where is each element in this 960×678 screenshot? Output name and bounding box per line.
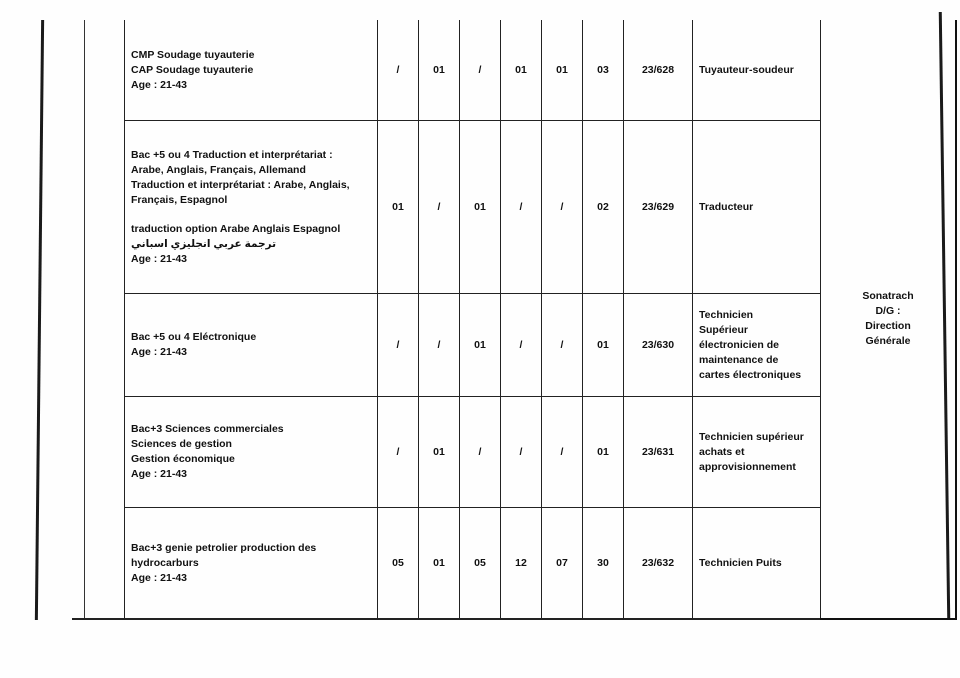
requirements-cell bbox=[125, 20, 378, 121]
requirement-text: Sciences de gestion bbox=[131, 438, 232, 450]
count-cell: / bbox=[501, 294, 542, 397]
count-cell: / bbox=[542, 294, 583, 397]
count-cell: 01 bbox=[419, 20, 460, 121]
count-cell: / bbox=[419, 294, 460, 397]
requirement-text-arabic: ترجمة عربي انجليزي اسباني bbox=[131, 237, 277, 250]
left-inner-border bbox=[84, 20, 85, 618]
job-title-text: Technicien supérieur bbox=[699, 430, 804, 443]
requirement-text: Bac +5 ou 4 Traduction et interprétariat : bbox=[131, 148, 333, 161]
count-cell: 01 bbox=[460, 121, 501, 294]
count-cell: / bbox=[542, 121, 583, 294]
count-cell: / bbox=[542, 397, 583, 508]
count-cell: 07 bbox=[542, 508, 583, 620]
job-title-cell bbox=[693, 294, 821, 397]
count-cell: 01 bbox=[542, 20, 583, 121]
count-cell: 01 bbox=[501, 20, 542, 121]
total-cell: 01 bbox=[583, 397, 624, 508]
job-title-cell bbox=[693, 121, 821, 294]
age-requirement: Age : 21-43 bbox=[131, 252, 188, 265]
count-cell: / bbox=[501, 397, 542, 508]
offer-code-cell: 23/628 bbox=[624, 20, 693, 121]
age-requirement: Age : 21-43 bbox=[131, 78, 188, 91]
requirement-text: Arabe, Anglais, Français, Allemand bbox=[131, 163, 306, 176]
job-title-text: cartes électroniques bbox=[699, 368, 802, 381]
count-cell: / bbox=[460, 20, 501, 121]
requirement-text: Bac+3 Sciences commerciales bbox=[131, 423, 284, 435]
job-title-text: Supérieur bbox=[699, 323, 749, 336]
requirement-text: Français, Espagnol bbox=[131, 193, 228, 206]
offer-code-cell: 23/631 bbox=[624, 397, 693, 508]
job-title-cell bbox=[693, 20, 821, 121]
requirement-text: Bac +5 ou 4 Eléctronique bbox=[131, 331, 257, 343]
job-title-text: électronicien de bbox=[699, 338, 779, 351]
job-title-text: Technicien bbox=[699, 308, 754, 321]
total-cell: 01 bbox=[583, 294, 624, 397]
age-requirement: Age : 21-43 bbox=[131, 571, 188, 584]
count-cell: 05 bbox=[378, 508, 419, 620]
requirement-text: Gestion économique bbox=[131, 453, 235, 465]
count-cell: / bbox=[378, 294, 419, 397]
age-requirement: Age : 21-43 bbox=[131, 468, 188, 480]
total-cell: 02 bbox=[583, 121, 624, 294]
entity-division: Générale bbox=[865, 335, 911, 347]
count-cell: 01 bbox=[419, 508, 460, 620]
table-row bbox=[125, 20, 957, 121]
entity-code: D/G : bbox=[875, 305, 901, 317]
requirement-text: hydrocarburs bbox=[131, 556, 199, 569]
job-title-cell bbox=[693, 508, 821, 620]
count-cell: / bbox=[460, 397, 501, 508]
job-title-cell bbox=[693, 397, 821, 508]
total-cell: 30 bbox=[583, 508, 624, 620]
count-cell: 01 bbox=[378, 121, 419, 294]
total-cell: 03 bbox=[583, 20, 624, 121]
entity-name: Sonatrach bbox=[862, 290, 914, 302]
job-title-text: Tuyauteur-soudeur bbox=[699, 63, 794, 76]
requirements-cell bbox=[125, 121, 378, 294]
job-title-text: maintenance de bbox=[699, 353, 779, 366]
count-cell: / bbox=[378, 20, 419, 121]
requirement-text: Bac+3 genie petrolier production des bbox=[131, 541, 317, 554]
offer-code-cell: 23/630 bbox=[624, 294, 693, 397]
age-requirement: Age : 21-43 bbox=[131, 346, 188, 358]
job-title-text: approvisionnement bbox=[699, 460, 796, 473]
entity-cell bbox=[821, 20, 957, 619]
count-cell: / bbox=[501, 121, 542, 294]
count-cell: 01 bbox=[419, 397, 460, 508]
count-cell: 01 bbox=[460, 294, 501, 397]
job-offers-table bbox=[124, 20, 957, 620]
count-cell: 12 bbox=[501, 508, 542, 620]
job-title-text: achats et bbox=[699, 445, 745, 458]
requirements-cell bbox=[125, 294, 378, 397]
requirement-text: CAP Soudage tuyauterie bbox=[131, 63, 254, 76]
requirement-text: traduction option Arabe Anglais Espagnol bbox=[131, 222, 341, 235]
requirement-text: CMP Soudage tuyauterie bbox=[131, 48, 255, 61]
job-title-text: Traducteur bbox=[699, 200, 754, 213]
offer-code-cell: 23/629 bbox=[624, 121, 693, 294]
requirements-cell bbox=[125, 397, 378, 508]
count-cell: 05 bbox=[460, 508, 501, 620]
requirements-cell bbox=[125, 508, 378, 620]
left-outer-border bbox=[35, 20, 44, 620]
job-title-text: Technicien Puits bbox=[699, 556, 782, 569]
entity-division: Direction bbox=[865, 320, 911, 332]
spacer bbox=[131, 208, 371, 222]
count-cell: / bbox=[378, 397, 419, 508]
requirement-text: Traduction et interprétariat : Arabe, Anglais, bbox=[131, 178, 350, 191]
offer-code-cell: 23/632 bbox=[624, 508, 693, 620]
count-cell: / bbox=[419, 121, 460, 294]
